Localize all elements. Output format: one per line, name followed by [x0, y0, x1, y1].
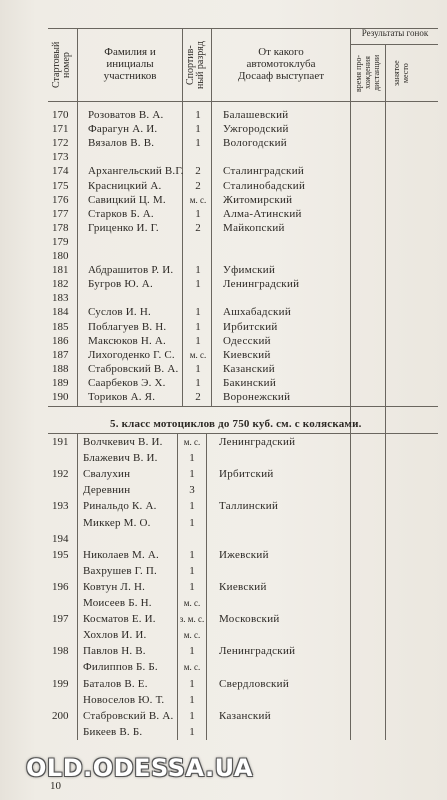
- club-name: Алма-Атинский: [223, 207, 302, 220]
- start-number: 197: [52, 613, 69, 626]
- table-row: [0, 709, 447, 723]
- sport-rank: 1: [195, 264, 201, 277]
- start-number: 172: [52, 137, 69, 150]
- start-number: 187: [52, 348, 69, 361]
- start-number: 174: [52, 165, 69, 178]
- participant-name: Косматов Е. И.: [83, 613, 156, 626]
- table-row: [0, 221, 447, 235]
- club-name: Ирбитский: [219, 468, 274, 481]
- participant-name: Фарагун А. И.: [88, 123, 158, 136]
- participant-name: Савицкий Ц. М.: [88, 193, 166, 206]
- club-name: Казанский: [223, 362, 275, 375]
- sport-rank: м. с.: [183, 662, 201, 673]
- participant-name: Архангельский В.Г.: [88, 165, 184, 178]
- table-row: [0, 179, 447, 193]
- club-name: Таллинский: [219, 500, 279, 513]
- page-number: 10: [50, 780, 61, 792]
- table-row: [0, 136, 447, 150]
- table-row: [0, 677, 447, 691]
- sport-rank: 3: [189, 484, 195, 497]
- participant-name: Деревнин: [83, 484, 131, 497]
- start-number: 171: [52, 123, 69, 136]
- header-club-line2: автомотоклуба: [246, 58, 316, 70]
- participant-name: Блажевич В. И.: [83, 452, 158, 465]
- club-name: Киевский: [223, 348, 271, 361]
- start-number: 191: [52, 436, 69, 448]
- start-number: 189: [52, 376, 69, 389]
- header-name-line3: участников: [103, 70, 157, 82]
- club-name: Ирбитский: [223, 320, 278, 333]
- participant-name: Моисеев Б. Н.: [83, 597, 152, 609]
- start-number: 200: [52, 709, 69, 722]
- sport-rank: м. с.: [183, 630, 201, 641]
- table-row: [0, 628, 447, 642]
- start-number: 192: [52, 468, 69, 481]
- sport-rank: 1: [195, 123, 201, 136]
- table-row: [0, 580, 447, 594]
- start-number: 190: [52, 391, 69, 403]
- start-number: 185: [52, 320, 69, 333]
- table-row: [0, 612, 447, 626]
- start-number: 175: [52, 179, 69, 192]
- table-row: [0, 532, 447, 546]
- table-row: [0, 451, 447, 465]
- participant-name: Волчкевич В. И.: [83, 436, 163, 448]
- club-name: Свердловский: [219, 677, 290, 690]
- table-row: [0, 249, 447, 263]
- sport-rank: 1: [195, 137, 201, 150]
- participant-name: Вязалов В. В.: [88, 137, 155, 150]
- table-row: [0, 164, 447, 178]
- sport-rank: 1: [195, 320, 201, 333]
- club-name: Московский: [219, 613, 280, 626]
- club-name: Казанский: [219, 709, 271, 722]
- sport-rank: 2: [195, 391, 201, 403]
- sport-rank: 2: [195, 165, 201, 178]
- participant-name: Бугров Ю. А.: [88, 278, 153, 291]
- table-row: [0, 320, 447, 334]
- start-number: 173: [52, 151, 69, 164]
- table-row: [0, 467, 447, 481]
- sport-rank: 1: [189, 500, 195, 513]
- sport-rank: 2: [195, 221, 201, 234]
- section-title: 5. класс мотоциклов до 750 куб. см. с колясками.: [110, 418, 362, 430]
- table-row: [0, 277, 447, 291]
- start-number: 199: [52, 677, 69, 690]
- sport-rank: 1: [189, 709, 195, 722]
- start-number: 194: [52, 532, 69, 545]
- header-name-line1: Фамилия и: [104, 46, 156, 58]
- table-row: [0, 376, 447, 390]
- start-number: 188: [52, 362, 69, 375]
- club-name: Ленинградский: [219, 645, 296, 658]
- participant-name: Ковтун Л. Н.: [83, 580, 146, 593]
- club-name: Сталинградский: [223, 165, 305, 178]
- club-name: Сталинобадский: [223, 179, 306, 192]
- participant-name: Хохлов И. И.: [83, 629, 147, 642]
- header-bottom-border: [48, 101, 438, 102]
- participant-name: Ринальдо К. А.: [83, 500, 157, 513]
- participant-name: Вахрушев Г. П.: [83, 564, 157, 577]
- club-name: Киевский: [219, 580, 267, 593]
- participant-name: Красницкий А.: [88, 179, 162, 192]
- table-row: [0, 122, 447, 136]
- sport-rank: 1: [195, 278, 201, 291]
- table-row: [0, 348, 447, 362]
- participant-name: Стабровский В. А.: [88, 362, 179, 375]
- table-row: [0, 263, 447, 277]
- sport-rank: 1: [189, 468, 195, 481]
- participant-name: Максюков Н. А.: [88, 334, 167, 347]
- participant-name: Свалухин: [83, 468, 131, 481]
- start-number: 182: [52, 278, 69, 291]
- sport-rank: 1: [189, 548, 195, 561]
- sport-rank: 1: [195, 362, 201, 375]
- club-name: Ленинградский: [219, 436, 296, 448]
- sport-rank: 1: [189, 516, 195, 529]
- sport-rank: з. м. с.: [179, 614, 205, 625]
- sport-rank: 2: [195, 179, 201, 192]
- table-row: [0, 305, 447, 319]
- header-rank: Спортив- ный разряд: [185, 41, 206, 89]
- sport-rank: 1: [189, 564, 195, 577]
- table-row: [0, 483, 447, 497]
- table-row: [0, 390, 447, 404]
- participant-name: Абдрашитов Р. И.: [88, 264, 174, 277]
- header-start-number: Стартовый номер: [51, 41, 72, 89]
- table-row: [0, 596, 447, 610]
- sport-rank: 1: [189, 452, 195, 465]
- sport-rank: 1: [195, 376, 201, 389]
- header-results: Результаты гонок: [361, 28, 429, 38]
- table-row: [0, 693, 447, 707]
- participant-name: Павлов Н. В.: [83, 645, 146, 658]
- results-sub-border: [350, 44, 438, 45]
- participant-name: Старков Б. А.: [88, 207, 154, 220]
- club-name: Майкопский: [223, 221, 285, 234]
- club-name: Бакинский: [223, 376, 277, 389]
- start-number: 179: [52, 235, 69, 248]
- sport-rank: 1: [189, 693, 195, 706]
- club-name: Ленинградский: [223, 278, 300, 291]
- start-number: 198: [52, 645, 69, 658]
- sport-rank: м. с.: [189, 194, 207, 205]
- start-number: 180: [52, 250, 69, 262]
- sport-rank: 1: [195, 207, 201, 220]
- start-number: 176: [52, 193, 69, 206]
- participant-name: Ториков А. Я.: [88, 391, 156, 403]
- participant-name: Гриценко И. Г.: [88, 221, 159, 234]
- header-place: занятое место: [392, 60, 410, 86]
- start-number: 195: [52, 548, 69, 561]
- sport-rank: м. с.: [183, 437, 201, 447]
- header-time: время про- хождения дистанции: [354, 54, 381, 92]
- sport-rank: 1: [195, 109, 201, 121]
- table-row: [0, 725, 447, 739]
- header-name-line2: инициалы: [106, 58, 154, 70]
- table-row: [0, 644, 447, 658]
- start-number: 177: [52, 207, 69, 220]
- club-name: Балашевский: [223, 109, 289, 121]
- table-row: [0, 660, 447, 674]
- sport-rank: 1: [189, 580, 195, 593]
- header-club-line3: Досааф выступает: [237, 70, 325, 82]
- table-row: [0, 108, 447, 122]
- table-row: [0, 235, 447, 249]
- table-row: [0, 499, 447, 513]
- participant-name: Миккер М. О.: [83, 516, 151, 529]
- club-name: Житомирский: [223, 193, 293, 206]
- start-number: 181: [52, 264, 69, 277]
- header-club-line1: От какого: [258, 46, 304, 58]
- club-name: Вологодский: [223, 137, 287, 150]
- participant-name: Стабровский В. А.: [83, 709, 174, 722]
- start-number: 178: [52, 221, 69, 234]
- club-name: Воронежский: [223, 391, 291, 403]
- start-number: 170: [52, 109, 69, 121]
- participant-name: Лихогоденко Г. С.: [88, 348, 175, 361]
- table-row: [0, 435, 447, 449]
- section-title-border: [48, 433, 438, 434]
- sport-rank: 1: [189, 645, 195, 658]
- sport-rank: м. с.: [183, 598, 201, 608]
- club-name: Ижевский: [219, 548, 269, 561]
- sport-rank: 1: [195, 334, 201, 347]
- club-name: Одесский: [223, 334, 271, 347]
- start-number: 184: [52, 306, 69, 319]
- participant-name: Николаев М. А.: [83, 548, 159, 561]
- club-name: Ашхабадский: [223, 306, 292, 319]
- club-name: Ужгородский: [223, 123, 289, 136]
- table-row: [0, 193, 447, 207]
- table-row: [0, 334, 447, 348]
- start-number: 183: [52, 292, 69, 305]
- section-bottom-border: [48, 406, 438, 407]
- sport-rank: м. с.: [189, 349, 207, 360]
- watermark: OLD.ODESSA.UA: [26, 754, 253, 782]
- start-number: 196: [52, 580, 69, 593]
- sport-rank: 1: [189, 677, 195, 690]
- participant-name: Поблагуев В. Н.: [88, 320, 167, 333]
- participant-name: Новоселов Ю. Т.: [83, 693, 165, 706]
- table-row: [0, 207, 447, 221]
- table-row: [0, 291, 447, 305]
- participant-name: Саарбеков Э. Х.: [88, 376, 166, 389]
- table-row: [0, 564, 447, 578]
- table-row: [0, 150, 447, 164]
- participant-name: Бикеев В. Б.: [83, 725, 143, 738]
- table-row: [0, 548, 447, 562]
- participant-name: Розоватов В. А.: [88, 109, 164, 121]
- table-row: [0, 362, 447, 376]
- participant-name: Филиппов Б. Б.: [83, 661, 158, 674]
- start-number: 186: [52, 334, 69, 347]
- sport-rank: 1: [195, 306, 201, 319]
- table-row: [0, 516, 447, 530]
- participant-name: Баталов В. Е.: [83, 677, 148, 690]
- participant-name: Суслов И. Н.: [88, 306, 151, 319]
- sport-rank: 1: [189, 725, 195, 738]
- start-number: 193: [52, 500, 69, 513]
- club-name: Уфимский: [223, 264, 276, 277]
